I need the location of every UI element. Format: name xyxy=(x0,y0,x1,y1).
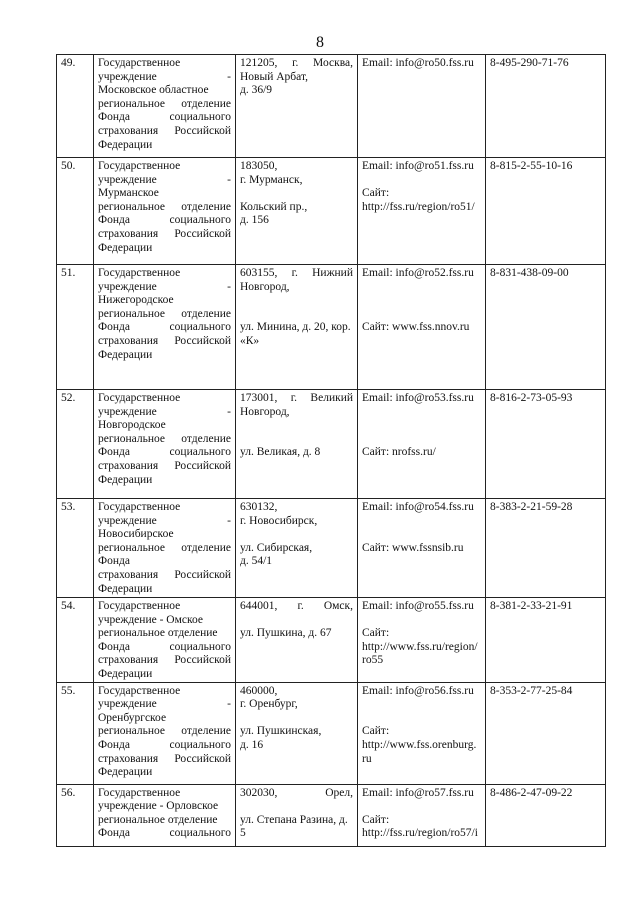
email-website xyxy=(358,682,486,784)
text-line: Федерации xyxy=(98,138,153,151)
address xyxy=(236,390,358,499)
text-line: Фонда xyxy=(98,555,130,568)
text-line: Кольский пр., xyxy=(240,200,308,213)
text-line: г. Оренбург, xyxy=(240,698,298,711)
text-line: Федерации xyxy=(98,667,153,680)
row-number: 54. xyxy=(57,598,94,683)
text-line-content: учреждение xyxy=(98,514,157,527)
address xyxy=(236,265,358,390)
text-line: 603155, г. Нижний xyxy=(240,267,353,279)
institution-name xyxy=(94,265,236,390)
text-line: Email: info@ro53.fss.ru xyxy=(362,392,474,404)
address xyxy=(236,158,358,265)
text-line: д. 16 xyxy=(240,738,264,751)
phone: 8-815-2-55-10-16 xyxy=(486,158,606,265)
institution-name xyxy=(94,499,236,598)
text-line: 5 xyxy=(240,827,246,840)
text-line: Сайт: xyxy=(362,187,390,200)
text-line: Мурманское xyxy=(98,187,159,200)
row-number: 52. xyxy=(57,390,94,499)
text-line: Email: info@ro52.fss.ru xyxy=(362,267,474,279)
text-line: Новосибирское xyxy=(98,528,174,541)
dash-mark: - xyxy=(227,514,231,527)
blank-line xyxy=(240,187,353,201)
text-line: http://www.fss.orenburg. xyxy=(362,738,477,751)
phone: 8-495-290-71-76 xyxy=(486,55,606,158)
email-website xyxy=(358,784,486,846)
text-line: Фонда социального xyxy=(98,111,231,124)
row-number: 50. xyxy=(57,158,94,265)
text-line: 173001, г. Великий xyxy=(240,392,353,404)
text-line: ул. Сибирская, xyxy=(240,541,313,554)
text-line: Государственное xyxy=(98,57,181,69)
text-line-content: учреждение xyxy=(98,173,157,186)
text-line: «К» xyxy=(240,334,260,347)
blank-line xyxy=(362,528,481,542)
text-line: страхования Российской xyxy=(98,752,231,765)
address xyxy=(236,598,358,683)
text-line: Государственное xyxy=(98,600,181,612)
email-website xyxy=(358,598,486,683)
text-line: д. 36/9 xyxy=(240,84,273,97)
text-line: Новгород, xyxy=(240,405,290,418)
address xyxy=(236,55,358,158)
text-line xyxy=(98,71,231,85)
text-line: Нижегородское xyxy=(98,294,174,307)
text-line: региональное отделение xyxy=(98,541,231,554)
text-line: Оренбургское xyxy=(98,711,167,724)
text-line: страхования Российской xyxy=(98,334,231,347)
text-line: Сайт: xyxy=(362,813,390,826)
phone: 8-831-438-09-00 xyxy=(486,265,606,390)
blank-line xyxy=(362,419,481,433)
institution-name xyxy=(94,682,236,784)
text-line xyxy=(98,698,231,712)
phone: 8-381-2-33-21-91 xyxy=(486,598,606,683)
text-line: 183050, xyxy=(240,160,278,172)
dash-mark: - xyxy=(227,280,231,293)
text-line: региональное отделение xyxy=(98,725,231,738)
text-line: региональное отделение xyxy=(98,432,231,445)
text-line: ул. Пушкина, д. 67 xyxy=(240,627,332,640)
table-row xyxy=(57,265,606,390)
text-line: ул. Великая, д. 8 xyxy=(240,446,321,459)
email-website xyxy=(358,55,486,158)
text-line: Новгородское xyxy=(98,419,166,432)
text-line: учреждение - Омское xyxy=(98,613,203,626)
blank-line xyxy=(240,614,353,628)
text-line: региональное отделение xyxy=(98,200,231,213)
text-line xyxy=(98,281,231,295)
text-line: Новый Арбат, xyxy=(240,70,308,83)
blank-line xyxy=(240,433,353,447)
text-line: региональное отделение xyxy=(98,307,231,320)
text-line: 630132, xyxy=(240,501,278,513)
blank-line xyxy=(362,308,481,322)
page-number: 8 xyxy=(316,34,324,51)
table-row xyxy=(57,682,606,784)
row-number: 53. xyxy=(57,499,94,598)
text-line: учреждение - Орловское xyxy=(98,800,219,813)
text-line: Сайт: xyxy=(362,627,390,640)
text-line: региональное отделение xyxy=(98,627,218,640)
text-line: Сайт: www.fssnsib.ru xyxy=(362,541,464,554)
text-line: Федерации xyxy=(98,473,153,486)
text-line: страхования Российской xyxy=(98,568,231,581)
text-line: 460000, xyxy=(240,684,278,697)
row-number: 56. xyxy=(57,784,94,846)
text-line: Государственное xyxy=(98,392,181,404)
text-line: Государственное xyxy=(98,501,181,513)
text-line: г. Мурманск, xyxy=(240,173,303,186)
text-line: д. 54/1 xyxy=(240,555,273,568)
text-line: страхования Российской xyxy=(98,227,231,240)
text-line: Фонда социального xyxy=(98,321,231,334)
text-line: Государственное xyxy=(98,684,181,697)
text-line: Email: info@ro51.fss.ru xyxy=(362,160,474,172)
table-row xyxy=(57,499,606,598)
text-line: Государственное xyxy=(98,160,181,172)
blank-line xyxy=(362,698,481,712)
institution-name xyxy=(94,390,236,499)
text-line: региональное отделение xyxy=(98,813,218,826)
blank-line xyxy=(240,712,353,726)
text-line: Государственное xyxy=(98,267,181,279)
blank-line xyxy=(362,174,481,188)
email-website xyxy=(358,390,486,499)
text-line: http://www.fss.ru/region/ xyxy=(362,640,478,653)
text-line: Сайт: nrofss.ru/ xyxy=(362,446,436,459)
phone: 8-486-2-47-09-22 xyxy=(486,784,606,846)
table-row xyxy=(57,598,606,683)
phone: 8-816-2-73-05-93 xyxy=(486,390,606,499)
blank-line xyxy=(362,294,481,308)
table-row xyxy=(57,390,606,499)
text-line: Email: info@ro57.fss.ru xyxy=(362,786,474,799)
text-line: Федерации xyxy=(98,766,153,779)
text-line: Email: info@ro54.fss.ru xyxy=(362,501,474,513)
text-line: ул. Минина, д. 20, кор. xyxy=(240,321,351,334)
blank-line xyxy=(362,614,481,628)
text-line: http://fss.ru/region/ro51/ xyxy=(362,200,475,213)
text-line: Сайт: xyxy=(362,725,390,738)
text-line: страхования Российской xyxy=(98,459,231,472)
email-website xyxy=(358,499,486,598)
text-line: Email: info@ro55.fss.ru xyxy=(362,600,474,612)
email-website xyxy=(358,158,486,265)
blank-line xyxy=(362,406,481,420)
text-line: ro55 xyxy=(362,654,384,667)
text-line: региональное отделение xyxy=(98,97,231,110)
text-line: 121205, г. Москва, xyxy=(240,57,353,69)
text-line: 644001, г. Омск, xyxy=(240,600,353,612)
blank-line xyxy=(240,528,353,542)
text-line: Фонда социального xyxy=(98,640,231,653)
table-row xyxy=(57,55,606,158)
text-line: Email: info@ro56.fss.ru xyxy=(362,684,474,697)
table-row xyxy=(57,784,606,846)
dash-mark: - xyxy=(227,173,231,186)
blank-line xyxy=(240,419,353,433)
institution-name xyxy=(94,784,236,846)
blank-line xyxy=(240,308,353,322)
text-line: Федерации xyxy=(98,241,153,254)
text-line: Новгород, xyxy=(240,280,290,293)
text-line: Фонда социального xyxy=(98,827,231,840)
address xyxy=(236,784,358,846)
text-line: Федерации xyxy=(98,582,153,595)
address xyxy=(236,499,358,598)
text-line: ул. Степана Разина, д. xyxy=(240,813,348,826)
fss-offices-table xyxy=(56,54,606,847)
text-line: 302030, Орел, xyxy=(240,786,353,799)
blank-line xyxy=(240,294,353,308)
text-line: Федерации xyxy=(98,348,153,361)
blank-line xyxy=(240,800,353,814)
dash-mark: - xyxy=(227,405,231,418)
text-line: Государственное xyxy=(98,786,181,799)
institution-name xyxy=(94,55,236,158)
blank-line xyxy=(362,515,481,529)
text-line: Сайт: www.fss.nnov.ru xyxy=(362,321,470,334)
dash-mark: - xyxy=(227,698,231,711)
blank-line xyxy=(362,281,481,295)
email-website xyxy=(358,265,486,390)
text-line: http://fss.ru/region/ro57/i xyxy=(362,827,478,840)
text-line-content: учреждение xyxy=(98,70,157,83)
table-row xyxy=(57,158,606,265)
row-number: 51. xyxy=(57,265,94,390)
text-line: ru xyxy=(362,752,372,765)
phone: 8-353-2-77-25-84 xyxy=(486,682,606,784)
row-number: 49. xyxy=(57,55,94,158)
text-line xyxy=(98,174,231,188)
text-line-content: учреждение xyxy=(98,405,157,418)
text-line: г. Новосибирск, xyxy=(240,514,318,527)
institution-name xyxy=(94,158,236,265)
text-line: д. 156 xyxy=(240,214,269,227)
text-line: Фонда социального xyxy=(98,446,231,459)
blank-line xyxy=(362,433,481,447)
text-line: ул. Пушкинская, xyxy=(240,725,322,738)
dash-mark: - xyxy=(227,70,231,83)
text-line: страхования Российской xyxy=(98,124,231,137)
text-line-content: учреждение xyxy=(98,698,157,711)
text-line: Фонда социального xyxy=(98,214,231,227)
phone: 8-383-2-21-59-28 xyxy=(486,499,606,598)
text-line xyxy=(98,515,231,529)
row-number: 55. xyxy=(57,682,94,784)
text-line-content: учреждение xyxy=(98,280,157,293)
text-line: Московское областное xyxy=(98,84,209,97)
text-line xyxy=(98,406,231,420)
text-line: страхования Российской xyxy=(98,654,231,667)
blank-line xyxy=(362,800,481,814)
institution-name xyxy=(94,598,236,683)
text-line: Фонда социального xyxy=(98,738,231,751)
text-line: Email: info@ro50.fss.ru xyxy=(362,57,474,69)
address xyxy=(236,682,358,784)
blank-line xyxy=(362,712,481,726)
